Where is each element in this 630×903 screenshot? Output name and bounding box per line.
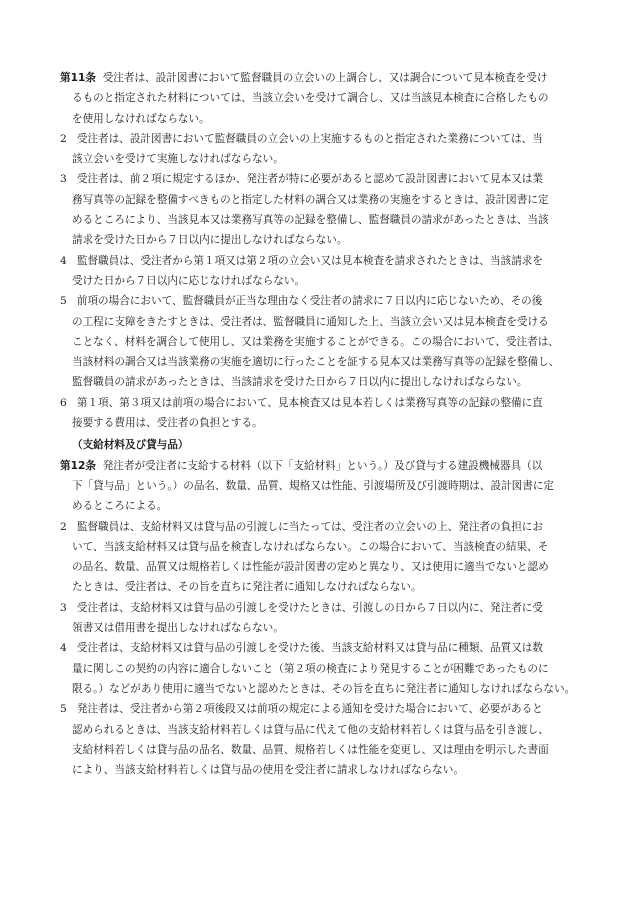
article-11-line-1 [60, 68, 578, 88]
paragraph-number: 2 [60, 132, 67, 145]
paragraph-text: いて、当該支給材料又は貸与品を検査しなければならない。この場合において、当該検査の結果、そ [72, 540, 549, 553]
paragraph-text: の工程に支障をきたすときは、受注者は、監督職員に通知した上、当該立会い又は見本検査を受ける [72, 315, 549, 328]
paragraph-number: 4 [60, 642, 67, 655]
article-11-paragraph-2 [60, 129, 578, 170]
article-11-paragraph-4 [60, 251, 578, 292]
paragraph-text: 請求を受けた日から７日以内に提出しなければならない。 [72, 234, 348, 247]
article-12-paragraph-5 [60, 699, 578, 780]
paragraph-text: 受注者は、前２項に規定するほか、発注者が特に必要があると認めて設計図書において見本又は業 [76, 173, 543, 186]
paragraph-number: 4 [60, 254, 67, 267]
article-12-text: 下「貸与品」という。）の品名、数量、品質、規格又は性能、引渡場所及び引渡時期は、設計図書に定 [72, 479, 555, 492]
article-12 [60, 456, 578, 517]
paragraph-text: 当該材料の調合又は当該業務の実施を適切に行ったことを証する見本又は業務写真等の記録を整備し、 [72, 356, 560, 369]
paragraph-text: 接要する費用は、受注者の負担とする。 [72, 417, 263, 430]
paragraph-text: 領書又は借用書を提出しなければならない。 [72, 622, 284, 635]
article-11-paragraph-5 [60, 291, 578, 392]
paragraph-number: 6 [60, 396, 67, 409]
paragraph-text: 受けた日から７日以内に応じなければならない。 [72, 274, 306, 287]
paragraph-text: 支給材料若しくは貸与品の品名、数量、品質、規格若しくは性能を変更し、又は理由を明示した書面 [72, 743, 549, 756]
paragraph-text: 受注者は、設計図書において監督職員の立会いの上実施するものと指定された業務については、当 [76, 132, 543, 145]
article-12-text: 発注者が受注者に支給する材料（以下「支給材料」という。）及び貸与する建設機械器具（以 [102, 459, 543, 472]
paragraph-text: 監督職員は、受注者から第１項又は第２項の立会い又は見本検査を請求されたときは、当該請求を [76, 254, 543, 267]
paragraph-text: 受注者は、支給材料又は貸与品の引渡しを受けたときは、引渡しの日から７日以内に、発注者に受 [76, 601, 543, 614]
article-12-paragraph-2 [60, 517, 578, 598]
article-12-text: めるところによる。 [72, 500, 168, 513]
paragraph-number: 3 [60, 173, 67, 186]
paragraph-text: 務写真等の記録を整備すべきものと指定した材料の調合又は業務の実施をするときは、設計図書に定 [72, 193, 549, 206]
paragraph-text: 前項の場合において、監督職員が正当な理由なく受注者の請求に７日以内に応じないため、その後 [76, 295, 543, 308]
paragraph-text: により、当該支給材料若しくは貸与品の使用を受注者に請求しなければならない。 [72, 764, 464, 777]
paragraph-text: 第１項、第３項又は前項の場合において、見本検査又は見本若しくは業務写真等の記録の整備に直 [76, 396, 543, 409]
article-12-number: 第12条 [60, 459, 96, 472]
paragraph-text: 監督職員は、支給材料又は貸与品の引渡しに当たっては、受注者の立会いの上、発注者の負担にお [76, 520, 543, 533]
article-12-paragraph-3 [60, 598, 578, 639]
article-11 [60, 68, 578, 129]
article-11-paragraph-3 [60, 169, 578, 250]
paragraph-number: 5 [60, 295, 67, 308]
article-11-text: を使用しなければならない。 [72, 112, 210, 125]
paragraph-text: の品名、数量、品質又は規格若しくは性能が設計図書の定めと異なり、又は使用に適当でないと認め [72, 561, 549, 574]
paragraph-text: 該立会いを受けて実施しなければならない。 [72, 153, 284, 166]
article-11-text: るものと指定された材料については、当該立会いを受けて調合し、又は当該見本検査に合格したもの [72, 92, 549, 105]
paragraph-number: 5 [60, 703, 67, 716]
paragraph-text: 受注者は、支給材料又は貸与品の引渡しを受けた後、当該支給材料又は貸与品に種類、品質又は数 [76, 642, 543, 655]
paragraph-text: 監督職員の請求があったときは、当該請求を受けた日から７日以内に提出しなければならない。 [72, 376, 528, 389]
document-body [60, 68, 578, 780]
paragraph-text: 発注者は、受注者から第２項後段又は前項の規定による通知を受けた場合において、必要があると [76, 703, 543, 716]
article-11-paragraph-6 [60, 393, 578, 434]
paragraph-text: ことなく、材料を調合して使用し、又は業務を実施することができる。この場合において、受注者は、 [72, 335, 559, 348]
paragraph-text: 認められるときは、当該支給材料若しくは貸与品に代えて他の支給材料若しくは貸与品を引き渡し、 [72, 723, 549, 736]
paragraph-text: たときは、受注者は、その旨を直ちに発注者に通知しなければならない。 [72, 581, 422, 594]
article-11-number: 第11条 [60, 72, 96, 84]
paragraph-text: 量に関しこの契約の内容に適合しないこと（第２項の検査により発見することが困難であったものに [72, 662, 549, 675]
paragraph-number: 2 [60, 520, 67, 533]
article-12-heading: （支給材料及び貸与品） [72, 439, 189, 452]
article-11-text: 受注者は、設計図書において監督職員の立会いの上調合し、又は調合について見本検査を受け [102, 72, 548, 84]
paragraph-number: 3 [60, 601, 67, 614]
paragraph-text: めるところにより、当該見本又は業務写真等の記録を整備し、監督職員の請求があったときは、当該 [72, 214, 549, 227]
paragraph-text: 限る。）などがあり使用に適当でないと認めたときは、その旨を直ちに発注者に通知しなければならない。 [72, 682, 576, 695]
article-12-paragraph-4 [60, 638, 578, 699]
